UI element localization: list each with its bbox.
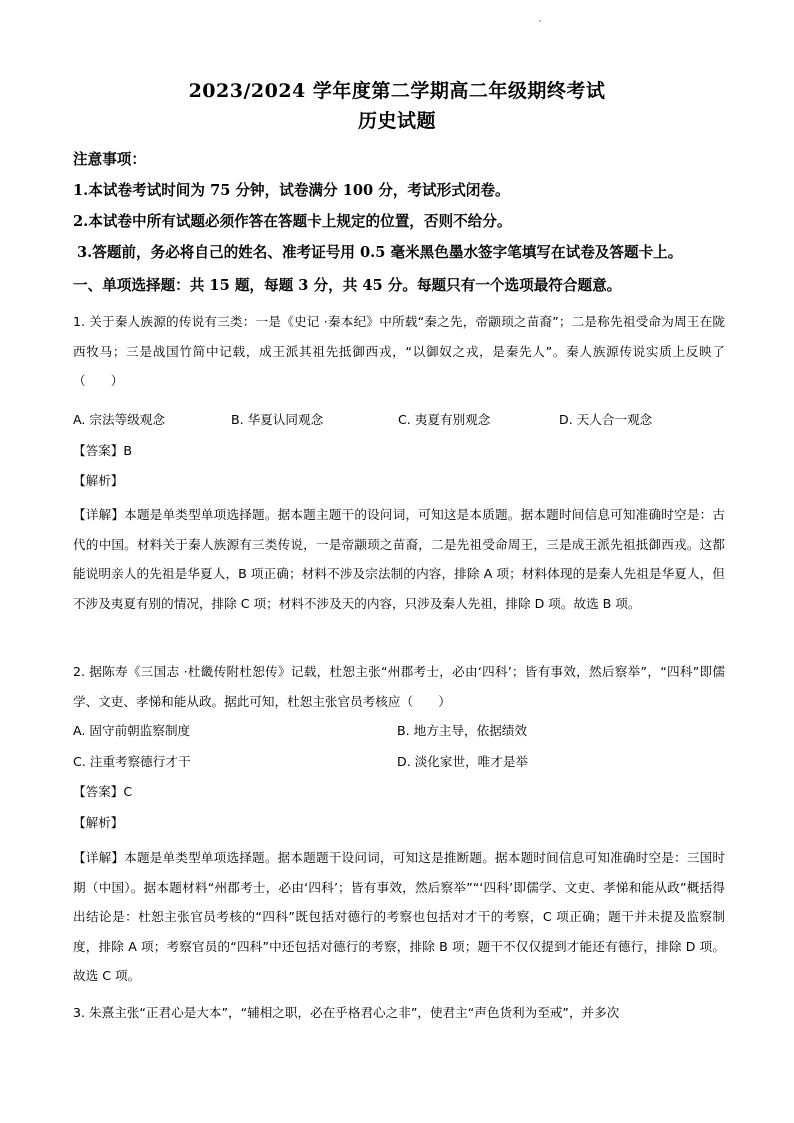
- section-heading: 一、单项选择题：共 15 题，每题 3 分，共 45 分。每题只有一个选项最符合题意。: [73, 277, 622, 294]
- question-1-analysis-label: 【解析】: [73, 473, 124, 488]
- question-1-stem: 1. 关于秦人族源的传说有三类：一是《史记 ·秦本纪》中所载“秦之先，帝颛顼之苗裔”；二是称先祖受命为周王在陇西牧马；三是战国竹简中记载，成王派其祖先抵御西戎，“以御奴之戎，是秦先人”。秦人族源传说实质上反映了（ ）: [73, 314, 725, 389]
- question-2-detail: 【详解】本题是单类型单项选择题。据本题题干设问词，可知这是推断题。据本题时间信息可知准确时空是：三国时期（中国）。据本题材料“州郡考士，必由‘四科’；皆有事效，然后察举”“‘四科’即儒学、文吏、孝悌和能从政”概括得出结论是：杜恕主张官员考核的“四科”既包括对德行的考察也包括对才干的考察，C 项正确；题干并未提及监察制度，排除 A 项；考察官员的“四科”中还包括对德行的考察，排除 B 项；题干不仅仅提到才能还有德行，排除 D 项。故选 C 项。: [73, 850, 725, 984]
- question-1-answer: 【答案】B: [73, 443, 133, 458]
- option-d: D. 淡化家世，唯才是举: [397, 754, 529, 769]
- question-2-analysis-label: 【解析】: [73, 815, 124, 830]
- question-1-detail: 【详解】本题是单类型单项选择题。据本题主题干的设问词，可知这是本质题。据本题时间信息可知准确时空是：古代的中国。材料关于秦人族源有三类传说，一是帝颛顼之苗裔，二是先祖受命周王，三是成王派先祖抵御西戎。这都能说明亲人的先祖是华夏人，B 项正确；材料不涉及宗法制的内容，排除 A 项；材料体现的是秦人先祖是华夏人，但不涉及夷夏有别的情况，排除 C 项；材料不涉及天的内容，只涉及秦人先祖，排除 D 项。故选 B 项。: [73, 507, 725, 611]
- notes-heading: 注意事项：: [73, 151, 146, 168]
- notes-block: [73, 150, 733, 274]
- exam-subtitle: 历史试题: [357, 110, 436, 132]
- question-3-stem: 3. 朱熹主张“正君心是大本”，“辅相之职，必在乎格君心之非”，使君主“声色货利为至戒”，并多次: [73, 1005, 620, 1020]
- notes-item: 2.本试卷中所有试题必须作答在答题卡上规定的位置，否则不给分。: [73, 213, 512, 230]
- notes-item: 3.答题前，务必将自己的姓名、准考证号用 0.5 毫米黑色墨水签字笔填写在试卷及答题卡上。: [77, 244, 683, 261]
- option-c: C. 夷夏有别观念: [398, 412, 491, 427]
- option-c: C. 注重考察德行才干: [73, 754, 191, 769]
- question-2-stem: 2. 据陈寿《三国志 ·杜畿传附杜恕传》记载，杜恕主张“州郡考士，必由‘四科’；皆有事效，然后察举”，“四科”即儒学、文吏、孝悌和能从政。据此可知，杜恕主张官员考核应（ ）: [73, 664, 725, 709]
- exam-title: 2023/2024 学年度第二学期高二年级期终考试: [188, 80, 606, 102]
- option-a: A. 宗法等级观念: [73, 412, 165, 427]
- option-a: A. 固守前朝监察制度: [73, 723, 191, 738]
- scan-dot: [539, 20, 541, 22]
- option-d: D. 天人合一观念: [559, 412, 653, 427]
- option-b: B. 华夏认同观念: [231, 412, 324, 427]
- notes-item: 1.本试卷考试时间为 75 分钟，试卷满分 100 分，考试形式闭卷。: [73, 182, 510, 199]
- question-2-answer: 【答案】C: [73, 784, 133, 799]
- option-b: B. 地方主导，依据绩效: [397, 723, 527, 738]
